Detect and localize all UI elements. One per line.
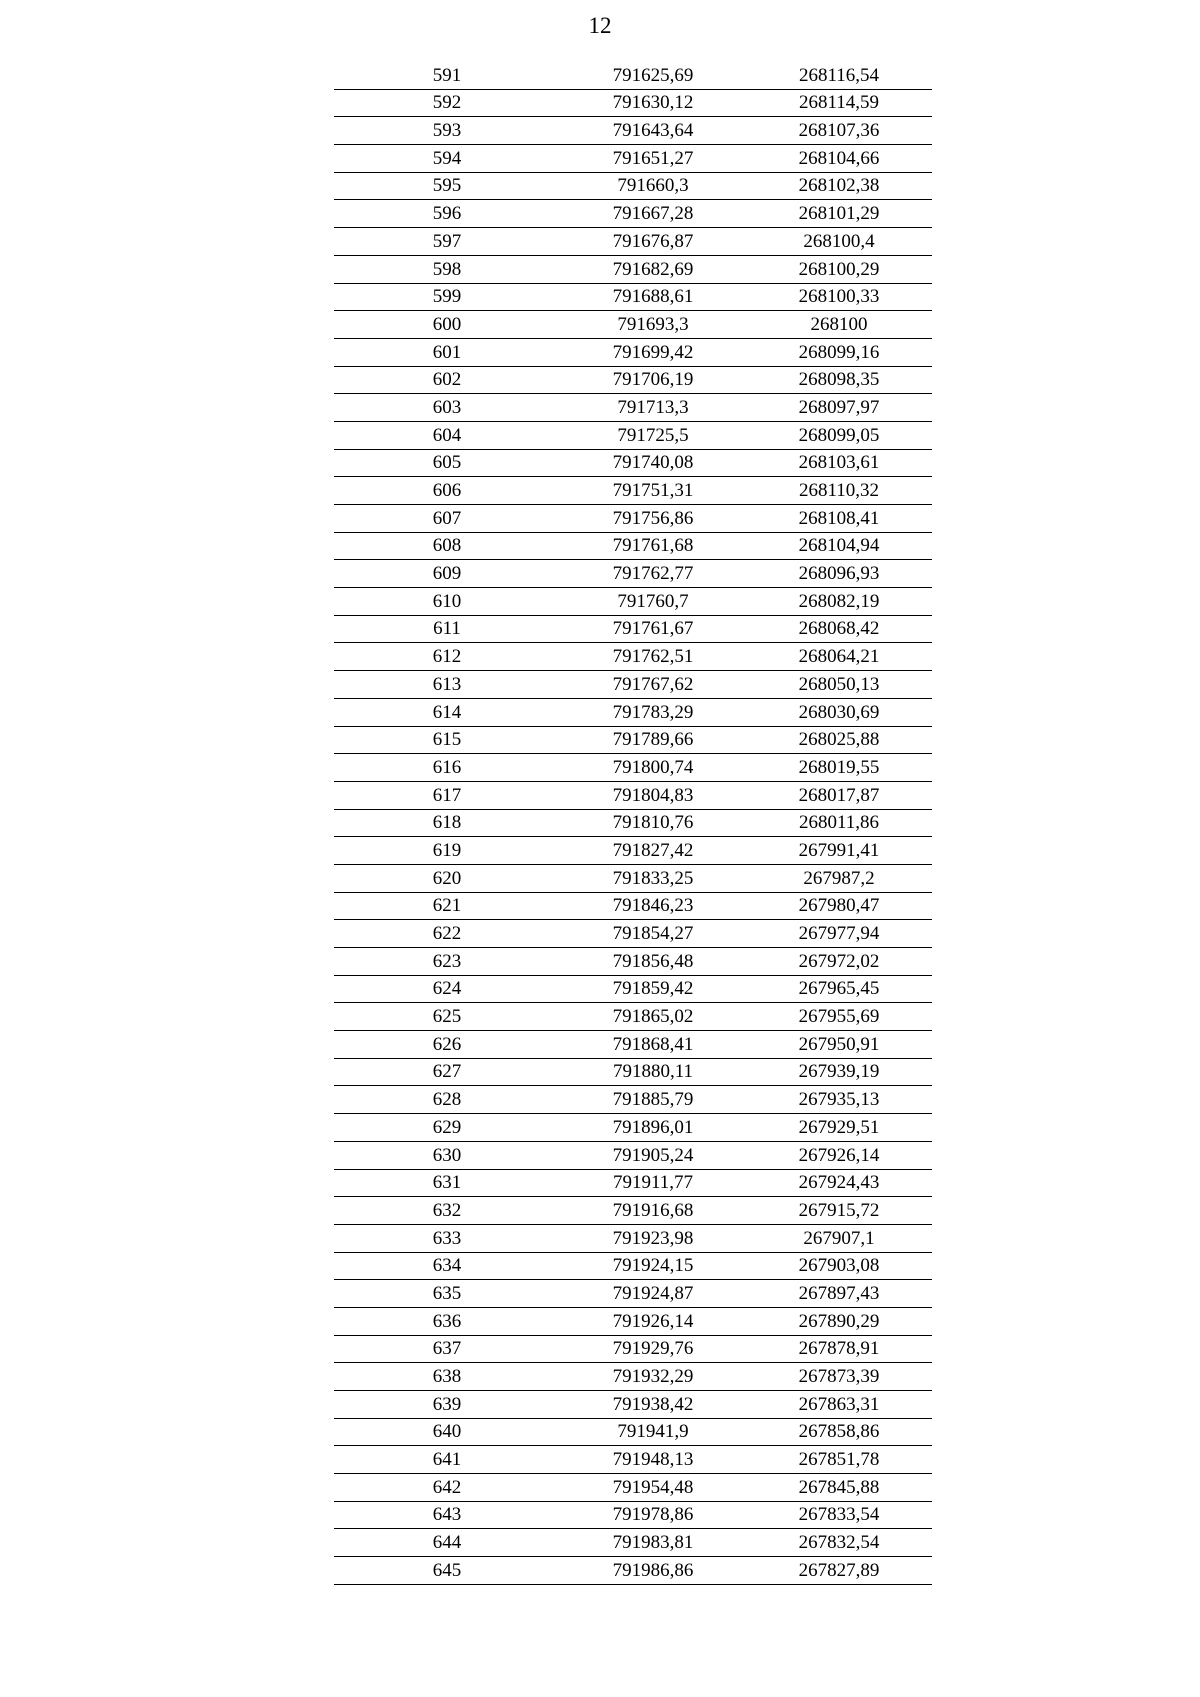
x-coordinate-cell: 791924,87: [560, 1280, 746, 1308]
x-coordinate-cell: 791713,3: [560, 394, 746, 422]
point-number-cell: 637: [334, 1335, 560, 1363]
table-row: [334, 338, 932, 366]
point-number-cell: 608: [334, 532, 560, 560]
x-coordinate-cell: 791761,67: [560, 615, 746, 643]
table-row: [334, 532, 932, 560]
coordinates-table: [334, 62, 932, 1585]
y-coordinate-cell: 267915,72: [746, 1197, 932, 1225]
x-coordinate-cell: 791762,77: [560, 560, 746, 588]
y-coordinate-cell: 268019,55: [746, 754, 932, 782]
point-number-cell: 626: [334, 1031, 560, 1059]
y-coordinate-cell: 268030,69: [746, 698, 932, 726]
x-coordinate-cell: 791938,42: [560, 1391, 746, 1419]
y-coordinate-cell: 268100: [746, 311, 932, 339]
x-coordinate-cell: 791699,42: [560, 338, 746, 366]
point-number-cell: 594: [334, 145, 560, 173]
point-number-cell: 592: [334, 89, 560, 117]
y-coordinate-cell: 267890,29: [746, 1307, 932, 1335]
point-number-cell: 635: [334, 1280, 560, 1308]
table-row: [334, 726, 932, 754]
x-coordinate-cell: 791667,28: [560, 200, 746, 228]
y-coordinate-cell: 268097,97: [746, 394, 932, 422]
table-row: [334, 1391, 932, 1419]
table-row: [334, 781, 932, 809]
x-coordinate-cell: 791751,31: [560, 477, 746, 505]
y-coordinate-cell: 267955,69: [746, 1003, 932, 1031]
point-number-cell: 595: [334, 172, 560, 200]
x-coordinate-cell: 791941,9: [560, 1418, 746, 1446]
table-row: [334, 1224, 932, 1252]
coordinates-table-body: [334, 62, 932, 1584]
x-coordinate-cell: 791760,7: [560, 588, 746, 616]
table-row: [334, 1474, 932, 1502]
point-number-cell: 593: [334, 117, 560, 145]
point-number-cell: 633: [334, 1224, 560, 1252]
x-coordinate-cell: 791643,64: [560, 117, 746, 145]
point-number-cell: 598: [334, 255, 560, 283]
point-number-cell: 641: [334, 1446, 560, 1474]
x-coordinate-cell: 791756,86: [560, 505, 746, 533]
table-row: [334, 864, 932, 892]
point-number-cell: 615: [334, 726, 560, 754]
table-row: [334, 1197, 932, 1225]
point-number-cell: 609: [334, 560, 560, 588]
y-coordinate-cell: 267873,39: [746, 1363, 932, 1391]
y-coordinate-cell: 268110,32: [746, 477, 932, 505]
y-coordinate-cell: 267950,91: [746, 1031, 932, 1059]
y-coordinate-cell: 267972,02: [746, 948, 932, 976]
x-coordinate-cell: 791682,69: [560, 255, 746, 283]
point-number-cell: 628: [334, 1086, 560, 1114]
x-coordinate-cell: 791854,27: [560, 920, 746, 948]
table-row: [334, 200, 932, 228]
table-row: [334, 145, 932, 173]
point-number-cell: 600: [334, 311, 560, 339]
x-coordinate-cell: 791924,15: [560, 1252, 746, 1280]
point-number-cell: 632: [334, 1197, 560, 1225]
point-number-cell: 638: [334, 1363, 560, 1391]
y-coordinate-cell: 267878,91: [746, 1335, 932, 1363]
x-coordinate-cell: 791926,14: [560, 1307, 746, 1335]
y-coordinate-cell: 268103,61: [746, 449, 932, 477]
x-coordinate-cell: 791761,68: [560, 532, 746, 560]
y-coordinate-cell: 268068,42: [746, 615, 932, 643]
point-number-cell: 599: [334, 283, 560, 311]
point-number-cell: 596: [334, 200, 560, 228]
table-row: [334, 1335, 932, 1363]
y-coordinate-cell: 268100,29: [746, 255, 932, 283]
table-row: [334, 1141, 932, 1169]
table-row: [334, 89, 932, 117]
y-coordinate-cell: 267991,41: [746, 837, 932, 865]
point-number-cell: 634: [334, 1252, 560, 1280]
table-row: [334, 1086, 932, 1114]
x-coordinate-cell: 791706,19: [560, 366, 746, 394]
table-row: [334, 1363, 932, 1391]
y-coordinate-cell: 267832,54: [746, 1529, 932, 1557]
table-row: [334, 117, 932, 145]
point-number-cell: 621: [334, 892, 560, 920]
point-number-cell: 636: [334, 1307, 560, 1335]
x-coordinate-cell: 791804,83: [560, 781, 746, 809]
point-number-cell: 645: [334, 1557, 560, 1585]
table-row: [334, 1529, 932, 1557]
x-coordinate-cell: 791789,66: [560, 726, 746, 754]
x-coordinate-cell: 791660,3: [560, 172, 746, 200]
table-row: [334, 588, 932, 616]
point-number-cell: 643: [334, 1501, 560, 1529]
table-row: [334, 1003, 932, 1031]
point-number-cell: 602: [334, 366, 560, 394]
point-number-cell: 620: [334, 864, 560, 892]
y-coordinate-cell: 268104,66: [746, 145, 932, 173]
table-row: [334, 62, 932, 89]
table-row: [334, 754, 932, 782]
x-coordinate-cell: 791688,61: [560, 283, 746, 311]
table-row: [334, 283, 932, 311]
point-number-cell: 607: [334, 505, 560, 533]
x-coordinate-cell: 791932,29: [560, 1363, 746, 1391]
y-coordinate-cell: 268104,94: [746, 532, 932, 560]
x-coordinate-cell: 791630,12: [560, 89, 746, 117]
point-number-cell: 604: [334, 421, 560, 449]
table-row: [334, 1418, 932, 1446]
y-coordinate-cell: 268050,13: [746, 671, 932, 699]
x-coordinate-cell: 791986,86: [560, 1557, 746, 1585]
table-row: [334, 505, 932, 533]
x-coordinate-cell: 791856,48: [560, 948, 746, 976]
x-coordinate-cell: 791783,29: [560, 698, 746, 726]
point-number-cell: 629: [334, 1114, 560, 1142]
y-coordinate-cell: 267851,78: [746, 1446, 932, 1474]
point-number-cell: 623: [334, 948, 560, 976]
point-number-cell: 619: [334, 837, 560, 865]
x-coordinate-cell: 791676,87: [560, 228, 746, 256]
table-row: [334, 698, 932, 726]
y-coordinate-cell: 268116,54: [746, 62, 932, 89]
y-coordinate-cell: 267903,08: [746, 1252, 932, 1280]
table-row: [334, 671, 932, 699]
y-coordinate-cell: 267977,94: [746, 920, 932, 948]
x-coordinate-cell: 791916,68: [560, 1197, 746, 1225]
x-coordinate-cell: 791625,69: [560, 62, 746, 89]
table-row: [334, 1557, 932, 1585]
y-coordinate-cell: 267924,43: [746, 1169, 932, 1197]
x-coordinate-cell: 791762,51: [560, 643, 746, 671]
x-coordinate-cell: 791885,79: [560, 1086, 746, 1114]
y-coordinate-cell: 267987,2: [746, 864, 932, 892]
y-coordinate-cell: 267833,54: [746, 1501, 932, 1529]
y-coordinate-cell: 267858,86: [746, 1418, 932, 1446]
x-coordinate-cell: 791833,25: [560, 864, 746, 892]
y-coordinate-cell: 268064,21: [746, 643, 932, 671]
x-coordinate-cell: 791767,62: [560, 671, 746, 699]
point-number-cell: 611: [334, 615, 560, 643]
point-number-cell: 618: [334, 809, 560, 837]
table-row: [334, 255, 932, 283]
y-coordinate-cell: 267939,19: [746, 1058, 932, 1086]
x-coordinate-cell: 791725,5: [560, 421, 746, 449]
y-coordinate-cell: 268011,86: [746, 809, 932, 837]
table-row: [334, 1031, 932, 1059]
y-coordinate-cell: 268100,4: [746, 228, 932, 256]
x-coordinate-cell: 791905,24: [560, 1141, 746, 1169]
table-row: [334, 615, 932, 643]
point-number-cell: 601: [334, 338, 560, 366]
point-number-cell: 625: [334, 1003, 560, 1031]
table-row: [334, 1307, 932, 1335]
x-coordinate-cell: 791800,74: [560, 754, 746, 782]
x-coordinate-cell: 791810,76: [560, 809, 746, 837]
y-coordinate-cell: 267929,51: [746, 1114, 932, 1142]
table-row: [334, 228, 932, 256]
y-coordinate-cell: 268082,19: [746, 588, 932, 616]
table-row: [334, 172, 932, 200]
x-coordinate-cell: 791846,23: [560, 892, 746, 920]
table-row: [334, 1169, 932, 1197]
point-number-cell: 639: [334, 1391, 560, 1419]
table-row: [334, 311, 932, 339]
point-number-cell: 631: [334, 1169, 560, 1197]
table-row: [334, 421, 932, 449]
point-number-cell: 630: [334, 1141, 560, 1169]
x-coordinate-cell: 791954,48: [560, 1474, 746, 1502]
y-coordinate-cell: 268099,05: [746, 421, 932, 449]
x-coordinate-cell: 791948,13: [560, 1446, 746, 1474]
y-coordinate-cell: 268099,16: [746, 338, 932, 366]
table-row: [334, 1252, 932, 1280]
y-coordinate-cell: 267965,45: [746, 975, 932, 1003]
table-row: [334, 837, 932, 865]
y-coordinate-cell: 268096,93: [746, 560, 932, 588]
x-coordinate-cell: 791880,11: [560, 1058, 746, 1086]
x-coordinate-cell: 791693,3: [560, 311, 746, 339]
point-number-cell: 616: [334, 754, 560, 782]
y-coordinate-cell: 267935,13: [746, 1086, 932, 1114]
y-coordinate-cell: 267926,14: [746, 1141, 932, 1169]
x-coordinate-cell: 791978,86: [560, 1501, 746, 1529]
point-number-cell: 610: [334, 588, 560, 616]
table-row: [334, 1058, 932, 1086]
y-coordinate-cell: 267845,88: [746, 1474, 932, 1502]
table-row: [334, 1501, 932, 1529]
y-coordinate-cell: 268101,29: [746, 200, 932, 228]
point-number-cell: 627: [334, 1058, 560, 1086]
table-row: [334, 1446, 932, 1474]
x-coordinate-cell: 791859,42: [560, 975, 746, 1003]
point-number-cell: 612: [334, 643, 560, 671]
point-number-cell: 642: [334, 1474, 560, 1502]
x-coordinate-cell: 791827,42: [560, 837, 746, 865]
table-row: [334, 449, 932, 477]
table-row: [334, 643, 932, 671]
x-coordinate-cell: 791651,27: [560, 145, 746, 173]
point-number-cell: 617: [334, 781, 560, 809]
point-number-cell: 603: [334, 394, 560, 422]
x-coordinate-cell: 791911,77: [560, 1169, 746, 1197]
y-coordinate-cell: 268100,33: [746, 283, 932, 311]
table-row: [334, 477, 932, 505]
y-coordinate-cell: 267980,47: [746, 892, 932, 920]
x-coordinate-cell: 791865,02: [560, 1003, 746, 1031]
point-number-cell: 644: [334, 1529, 560, 1557]
point-number-cell: 597: [334, 228, 560, 256]
table-row: [334, 1280, 932, 1308]
page-number: 12: [588, 13, 612, 38]
y-coordinate-cell: 267863,31: [746, 1391, 932, 1419]
y-coordinate-cell: 267897,43: [746, 1280, 932, 1308]
table-row: [334, 920, 932, 948]
point-number-cell: 606: [334, 477, 560, 505]
y-coordinate-cell: 267907,1: [746, 1224, 932, 1252]
point-number-cell: 622: [334, 920, 560, 948]
table-row: [334, 948, 932, 976]
table-row: [334, 560, 932, 588]
x-coordinate-cell: 791923,98: [560, 1224, 746, 1252]
y-coordinate-cell: 268098,35: [746, 366, 932, 394]
x-coordinate-cell: 791896,01: [560, 1114, 746, 1142]
table-row: [334, 809, 932, 837]
y-coordinate-cell: 268025,88: [746, 726, 932, 754]
point-number-cell: 614: [334, 698, 560, 726]
point-number-cell: 613: [334, 671, 560, 699]
table-row: [334, 892, 932, 920]
point-number-cell: 624: [334, 975, 560, 1003]
y-coordinate-cell: 268107,36: [746, 117, 932, 145]
x-coordinate-cell: 791983,81: [560, 1529, 746, 1557]
point-number-cell: 640: [334, 1418, 560, 1446]
point-number-cell: 605: [334, 449, 560, 477]
y-coordinate-cell: 268017,87: [746, 781, 932, 809]
y-coordinate-cell: 268114,59: [746, 89, 932, 117]
table-row: [334, 366, 932, 394]
x-coordinate-cell: 791740,08: [560, 449, 746, 477]
x-coordinate-cell: 791929,76: [560, 1335, 746, 1363]
point-number-cell: 591: [334, 62, 560, 89]
y-coordinate-cell: 267827,89: [746, 1557, 932, 1585]
table-row: [334, 1114, 932, 1142]
y-coordinate-cell: 268108,41: [746, 505, 932, 533]
table-row: [334, 975, 932, 1003]
table-row: [334, 394, 932, 422]
x-coordinate-cell: 791868,41: [560, 1031, 746, 1059]
y-coordinate-cell: 268102,38: [746, 172, 932, 200]
